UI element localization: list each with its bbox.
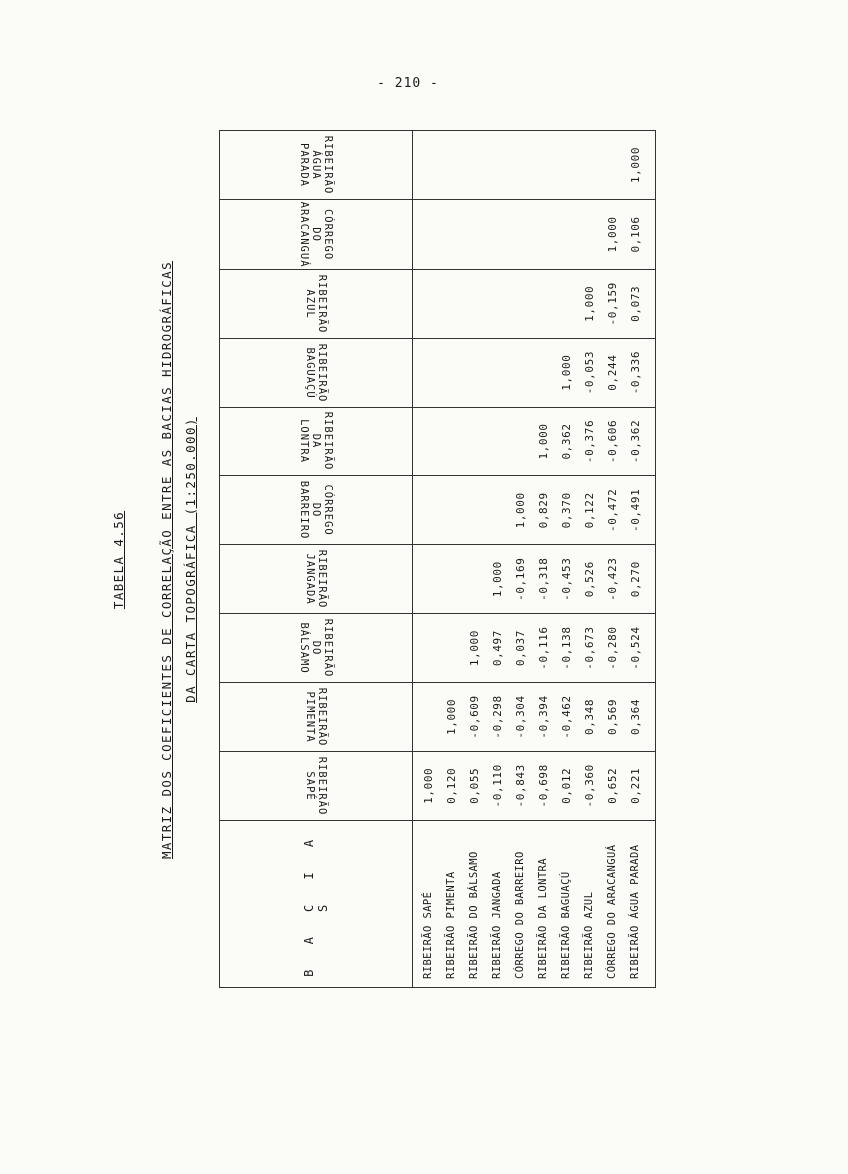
value-column: [413, 269, 656, 338]
table-cell: 1,000: [514, 492, 527, 529]
column-header: RIBEIRÃO DO BÁLSAMO: [220, 614, 413, 683]
table-cell: 1,000: [468, 630, 481, 667]
table-cell: -0,491: [629, 488, 642, 533]
table-cell: [486, 476, 509, 544]
table-cell: 0,270: [629, 561, 642, 598]
row-name: CÓRREGO DO BARREIRO: [514, 851, 526, 979]
value-column: [413, 131, 656, 200]
column-header: RIBEIRÃO ÁGUA PARADA: [220, 131, 413, 200]
table-cell: 0,497: [491, 630, 504, 667]
column-header: RIBEIRÃO DA LONTRA: [220, 407, 413, 476]
table-cell: [440, 408, 463, 476]
table-cell: [509, 408, 532, 476]
table-cell: -0,843: [514, 764, 527, 808]
table-cell: 1,000: [606, 216, 619, 253]
row-name: RIBEIRÃO JANGADA: [491, 871, 503, 979]
table-cell: 0,106: [629, 216, 642, 253]
table-cell: -0,298: [491, 695, 504, 739]
table-cell: [486, 131, 509, 199]
table-cell: -0,673: [583, 626, 596, 670]
table-cell: 1,000: [583, 285, 596, 322]
table-number: TABELA 4.56: [111, 510, 126, 610]
table-cell: 0,569: [606, 698, 619, 735]
table-cell: [417, 131, 440, 199]
column-header: CÓRREGO DO ARACANGUÁ: [220, 199, 413, 269]
table-cell: [417, 270, 440, 338]
table-cell: [440, 476, 463, 544]
value-column: [413, 545, 656, 614]
table-cell: [532, 270, 555, 338]
table-cell: [509, 270, 532, 338]
value-column: [413, 614, 656, 683]
table-title: MATRIZ DOS COEFICIENTES DE CORRELAÇÃO ENTRE AS BACIAS HIDROGRÁFICAS: [159, 260, 174, 860]
table-cell: [601, 131, 624, 199]
table-cell: -0,362: [629, 419, 642, 464]
row-name: RIBEIRÃO SAPÉ: [422, 891, 434, 979]
table-cell: -0,609: [468, 695, 481, 739]
row-name: RIBEIRÃO DO BÁLSAMO: [468, 851, 480, 979]
table-cell: 1,000: [537, 423, 550, 460]
table-cell: 0,364: [629, 698, 642, 735]
table-subtitle: DA CARTA TOPOGRÁFICA (1:250.000): [183, 417, 198, 703]
table-cell: [440, 545, 463, 613]
table-cell: [509, 200, 532, 269]
table-cell: 0,073: [629, 285, 642, 322]
table-cell: -0,462: [560, 695, 573, 739]
table-cell: -0,376: [583, 419, 596, 464]
table-cell: -0,472: [606, 488, 619, 533]
row-name: RIBEIRÃO AZUL: [583, 891, 595, 979]
page-number: - 210 -: [377, 76, 439, 91]
table-cell: 0,526: [583, 561, 596, 598]
table-cell: [463, 270, 486, 338]
row-name: RIBEIRÃO DA LONTRA: [537, 858, 549, 979]
table-cell: [463, 476, 486, 544]
table-cell: -0,394: [537, 695, 550, 739]
table-cell: [463, 339, 486, 407]
rotated-table-block: [111, 130, 681, 990]
table-cell: -0,304: [514, 695, 527, 739]
table-cell: 0,122: [583, 492, 596, 529]
column-header: RIBEIRÃO AZUL: [220, 269, 413, 338]
table-cell: -0,423: [606, 557, 619, 601]
value-column: [413, 476, 656, 545]
table-cell: [509, 339, 532, 407]
table-cell: -0,169: [514, 557, 527, 601]
table-cell: [417, 614, 440, 682]
row-name: CÓRREGO DO ARACANGUÁ: [606, 844, 618, 979]
table-cell: -0,116: [537, 626, 550, 670]
row-header-label: B A C I A S: [220, 820, 413, 987]
table-cell: [440, 339, 463, 407]
table-cell: 0,244: [606, 354, 619, 391]
table-cell: -0,053: [583, 350, 596, 395]
table-cell: 0,037: [514, 630, 527, 667]
table-cell: -0,280: [606, 626, 619, 670]
table-cell: [578, 131, 601, 199]
table-cell: [578, 200, 601, 269]
table-cell: -0,110: [491, 764, 504, 808]
column-header: RIBEIRÃO JANGADA: [220, 545, 413, 614]
row-name: RIBEIRÃO ÁGUA PARADA: [629, 844, 641, 979]
correlation-matrix: [219, 130, 656, 988]
table-cell: [532, 131, 555, 199]
table-cell: 1,000: [422, 767, 435, 804]
table-cell: [555, 200, 578, 269]
table-cell: 1,000: [560, 354, 573, 391]
table-cell: [417, 476, 440, 544]
table-cell: [417, 408, 440, 476]
table-cell: 0,221: [629, 767, 642, 804]
table-cell: 0,652: [606, 767, 619, 804]
table-cell: [463, 545, 486, 613]
table-cell: [440, 131, 463, 199]
table-cell: [555, 270, 578, 338]
table-cell: -0,698: [537, 764, 550, 808]
table-cell: 0,829: [537, 492, 550, 529]
row-name: RIBEIRÃO BAGUAÇÚ: [560, 871, 572, 979]
table-cell: 1,000: [491, 561, 504, 598]
value-column: [413, 682, 656, 751]
table-cell: 0,120: [445, 767, 458, 804]
table-cell: 0,348: [583, 698, 596, 735]
table-cell: -0,318: [537, 557, 550, 601]
table-cell: [417, 200, 440, 269]
value-column: [413, 751, 656, 820]
table-cell: -0,159: [606, 282, 619, 326]
column-header: CÓRREGO DO BARREIRO: [220, 476, 413, 545]
value-column: [413, 407, 656, 476]
column-header: RIBEIRÃO BAGUAÇÚ: [220, 338, 413, 407]
table-cell: -0,524: [629, 626, 642, 670]
table-cell: 1,000: [445, 698, 458, 735]
row-names-column: [413, 820, 656, 987]
row-name: RIBEIRÃO PIMENTA: [445, 871, 457, 979]
table-cell: [440, 270, 463, 338]
table-cell: [486, 339, 509, 407]
table-cell: [463, 200, 486, 269]
table-cell: [486, 270, 509, 338]
table-cell: [486, 200, 509, 269]
table-cell: [463, 131, 486, 199]
table-cell: -0,138: [560, 626, 573, 670]
table-cell: [463, 408, 486, 476]
table-cell: 1,000: [629, 146, 642, 184]
table-cell: [417, 683, 440, 751]
table-cell: [417, 339, 440, 407]
table-cell: 0,362: [560, 423, 573, 460]
table-cell: -0,606: [606, 419, 619, 464]
table-cell: -0,453: [560, 557, 573, 601]
table-cell: [532, 339, 555, 407]
column-header: RIBEIRÃO PIMENTA: [220, 682, 413, 751]
table-cell: [532, 200, 555, 269]
column-header: RIBEIRÃO SAPÉ: [220, 751, 413, 820]
table-cell: 0,012: [560, 767, 573, 804]
table-cell: [486, 408, 509, 476]
value-column: [413, 338, 656, 407]
table-cell: [555, 131, 578, 199]
table-cell: [509, 131, 532, 199]
table-cell: -0,360: [583, 764, 596, 808]
table-cell: [440, 614, 463, 682]
value-column: [413, 199, 656, 269]
table-cell: -0,336: [629, 350, 642, 395]
table-cell: 0,370: [560, 492, 573, 529]
table-cell: [417, 545, 440, 613]
table-cell: [440, 200, 463, 269]
table-cell: 0,055: [468, 767, 481, 804]
